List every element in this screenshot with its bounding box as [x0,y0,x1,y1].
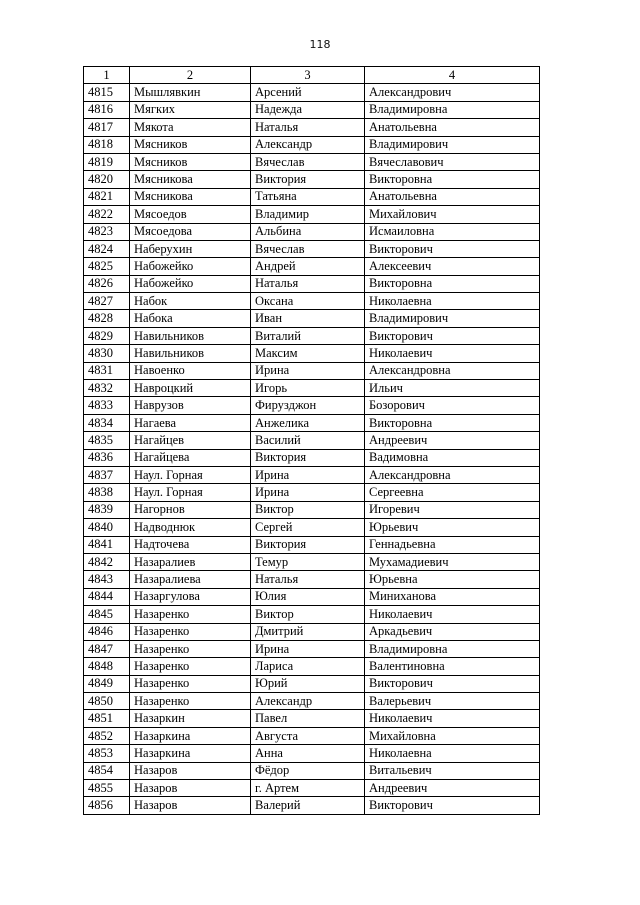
surname-cell: Наберухин [130,240,251,257]
table-row [84,171,540,188]
patronymic-cell: Вячеславович [365,153,540,170]
row-number-cell: 4846 [84,623,130,640]
column-header-3: 3 [251,67,365,84]
first-name-cell: Виктор [251,501,365,518]
surname-cell: Назаренко [130,675,251,692]
table-row [84,223,540,240]
first-name-cell: Валерий [251,797,365,814]
surname-cell: Мясникова [130,171,251,188]
surname-cell: Назаров [130,797,251,814]
first-name-cell: Виктория [251,171,365,188]
first-name-cell: Фёдор [251,762,365,779]
patronymic-cell: Владимировна [365,640,540,657]
row-number-cell: 4838 [84,484,130,501]
table-row [84,275,540,292]
table-row [84,536,540,553]
row-number-cell: 4850 [84,693,130,710]
first-name-cell: Ирина [251,484,365,501]
surname-cell: Надводнюк [130,519,251,536]
surname-cell: Нагаева [130,414,251,431]
patronymic-cell: Николаевич [365,606,540,623]
surname-cell: Мышлявкин [130,84,251,101]
patronymic-cell: Анатольевна [365,188,540,205]
table-row [84,188,540,205]
patronymic-cell: Викторович [365,675,540,692]
surname-cell: Назаров [130,780,251,797]
patronymic-cell: Андреевич [365,432,540,449]
table-row [84,797,540,814]
row-number-cell: 4815 [84,84,130,101]
page-number: 118 [309,38,331,51]
table-row [84,432,540,449]
table-row [84,153,540,170]
patronymic-cell: Николаевич [365,345,540,362]
first-name-cell: Фирузджон [251,397,365,414]
patronymic-cell: Викторовна [365,275,540,292]
surname-cell: Наул. Горная [130,466,251,483]
surname-cell: Навроцкий [130,380,251,397]
row-number-cell: 4832 [84,380,130,397]
table-row [84,136,540,153]
patronymic-cell: Сергеевна [365,484,540,501]
row-number-cell: 4845 [84,606,130,623]
table-row [84,745,540,762]
row-number-cell: 4840 [84,519,130,536]
surname-cell: Назаркин [130,710,251,727]
row-number-cell: 4855 [84,780,130,797]
patronymic-cell: Николаевна [365,745,540,762]
first-name-cell: Виталий [251,327,365,344]
table-row [84,240,540,257]
row-number-cell: 4819 [84,153,130,170]
first-name-cell: Ирина [251,362,365,379]
name-registry-table [83,66,540,815]
row-number-cell: 4854 [84,762,130,779]
patronymic-cell: Мухамадиевич [365,553,540,570]
first-name-cell: Анна [251,745,365,762]
table-header-row [84,67,540,84]
table-row [84,553,540,570]
first-name-cell: Юлия [251,588,365,605]
first-name-cell: Арсений [251,84,365,101]
patronymic-cell: Юрьевич [365,519,540,536]
first-name-cell: Оксана [251,293,365,310]
patronymic-cell: Валентиновна [365,658,540,675]
first-name-cell: Сергей [251,519,365,536]
first-name-cell: Павел [251,710,365,727]
patronymic-cell: Владимировна [365,101,540,118]
table-row [84,449,540,466]
surname-cell: Навоенко [130,362,251,379]
column-header-2: 2 [130,67,251,84]
table-row [84,362,540,379]
row-number-cell: 4816 [84,101,130,118]
patronymic-cell: Викторович [365,327,540,344]
first-name-cell: Альбина [251,223,365,240]
row-number-cell: 4831 [84,362,130,379]
first-name-cell: Наталья [251,571,365,588]
table-row [84,658,540,675]
table-row [84,310,540,327]
column-header-4: 4 [365,67,540,84]
first-name-cell: Лариса [251,658,365,675]
first-name-cell: г. Артем [251,780,365,797]
table-row [84,380,540,397]
first-name-cell: Игорь [251,380,365,397]
surname-cell: Мякота [130,119,251,136]
table-row [84,206,540,223]
row-number-cell: 4820 [84,171,130,188]
surname-cell: Мясоедова [130,223,251,240]
patronymic-cell: Николаевич [365,710,540,727]
column-header-1: 1 [84,67,130,84]
first-name-cell: Виктория [251,536,365,553]
patronymic-cell: Викторовна [365,414,540,431]
first-name-cell: Вячеслав [251,240,365,257]
table-row [84,640,540,657]
surname-cell: Набока [130,310,251,327]
table-row [84,258,540,275]
patronymic-cell: Владимирович [365,136,540,153]
row-number-cell: 4843 [84,571,130,588]
patronymic-cell: Аркадьевич [365,623,540,640]
row-number-cell: 4848 [84,658,130,675]
row-number-cell: 4822 [84,206,130,223]
first-name-cell: Дмитрий [251,623,365,640]
row-number-cell: 4844 [84,588,130,605]
surname-cell: Нагайцева [130,449,251,466]
patronymic-cell: Владимирович [365,310,540,327]
first-name-cell: Наталья [251,275,365,292]
row-number-cell: 4817 [84,119,130,136]
patronymic-cell: Валерьевич [365,693,540,710]
surname-cell: Назаралиев [130,553,251,570]
row-number-cell: 4847 [84,640,130,657]
first-name-cell: Александр [251,136,365,153]
patronymic-cell: Александровна [365,362,540,379]
table-row [84,571,540,588]
first-name-cell: Вячеслав [251,153,365,170]
surname-cell: Навильников [130,345,251,362]
patronymic-cell: Викторовна [365,171,540,188]
surname-cell: Мягких [130,101,251,118]
surname-cell: Набожейко [130,258,251,275]
row-number-cell: 4851 [84,710,130,727]
table-row [84,293,540,310]
row-number-cell: 4841 [84,536,130,553]
row-number-cell: 4823 [84,223,130,240]
table-row [84,710,540,727]
first-name-cell: Виктория [251,449,365,466]
row-number-cell: 4829 [84,327,130,344]
first-name-cell: Надежда [251,101,365,118]
patronymic-cell: Исмаиловна [365,223,540,240]
first-name-cell: Максим [251,345,365,362]
row-number-cell: 4836 [84,449,130,466]
first-name-cell: Иван [251,310,365,327]
surname-cell: Назаралиева [130,571,251,588]
patronymic-cell: Игоревич [365,501,540,518]
table-row [84,588,540,605]
row-number-cell: 4833 [84,397,130,414]
patronymic-cell: Ильич [365,380,540,397]
patronymic-cell: Николаевна [365,293,540,310]
patronymic-cell: Анатольевна [365,119,540,136]
first-name-cell: Юрий [251,675,365,692]
surname-cell: Мясников [130,153,251,170]
patronymic-cell: Викторович [365,240,540,257]
table-row [84,727,540,744]
first-name-cell: Андрей [251,258,365,275]
row-number-cell: 4826 [84,275,130,292]
row-number-cell: 4835 [84,432,130,449]
surname-cell: Мясникова [130,188,251,205]
surname-cell: Наврузов [130,397,251,414]
row-number-cell: 4849 [84,675,130,692]
table-row [84,519,540,536]
row-number-cell: 4842 [84,553,130,570]
patronymic-cell: Александровна [365,466,540,483]
table-row [84,606,540,623]
table-row [84,623,540,640]
table-row [84,414,540,431]
surname-cell: Назаренко [130,640,251,657]
first-name-cell: Ирина [251,466,365,483]
patronymic-cell: Александрович [365,84,540,101]
row-number-cell: 4856 [84,797,130,814]
row-number-cell: 4821 [84,188,130,205]
row-number-cell: 4837 [84,466,130,483]
patronymic-cell: Михайловна [365,727,540,744]
table-row [84,762,540,779]
patronymic-cell: Юрьевна [365,571,540,588]
first-name-cell: Августа [251,727,365,744]
surname-cell: Набожейко [130,275,251,292]
first-name-cell: Александр [251,693,365,710]
patronymic-cell: Геннадьевна [365,536,540,553]
table-row [84,466,540,483]
patronymic-cell: Алексеевич [365,258,540,275]
surname-cell: Надточева [130,536,251,553]
patronymic-cell: Бозорович [365,397,540,414]
surname-cell: Навильников [130,327,251,344]
surname-cell: Назаренко [130,623,251,640]
table-row [84,327,540,344]
table-row [84,780,540,797]
table-row [84,675,540,692]
row-number-cell: 4852 [84,727,130,744]
patronymic-cell: Витальевич [365,762,540,779]
first-name-cell: Темур [251,553,365,570]
surname-cell: Назаркина [130,745,251,762]
row-number-cell: 4839 [84,501,130,518]
patronymic-cell: Миниханова [365,588,540,605]
table-row [84,484,540,501]
surname-cell: Набок [130,293,251,310]
row-number-cell: 4834 [84,414,130,431]
surname-cell: Наул. Горная [130,484,251,501]
row-number-cell: 4825 [84,258,130,275]
table-row [84,501,540,518]
first-name-cell: Василий [251,432,365,449]
surname-cell: Назаркина [130,727,251,744]
first-name-cell: Татьяна [251,188,365,205]
surname-cell: Нагорнов [130,501,251,518]
patronymic-cell: Андреевич [365,780,540,797]
first-name-cell: Анжелика [251,414,365,431]
surname-cell: Назаргулова [130,588,251,605]
surname-cell: Нагайцев [130,432,251,449]
first-name-cell: Владимир [251,206,365,223]
row-number-cell: 4818 [84,136,130,153]
surname-cell: Назаров [130,762,251,779]
row-number-cell: 4830 [84,345,130,362]
first-name-cell: Виктор [251,606,365,623]
row-number-cell: 4853 [84,745,130,762]
table-body [84,84,540,814]
patronymic-cell: Вадимовна [365,449,540,466]
table-row [84,84,540,101]
first-name-cell: Наталья [251,119,365,136]
row-number-cell: 4824 [84,240,130,257]
table-row [84,101,540,118]
table-row [84,119,540,136]
surname-cell: Мясников [130,136,251,153]
surname-cell: Назаренко [130,693,251,710]
table-row [84,397,540,414]
first-name-cell: Ирина [251,640,365,657]
patronymic-cell: Михайлович [365,206,540,223]
row-number-cell: 4828 [84,310,130,327]
surname-cell: Мясоедов [130,206,251,223]
table-row [84,693,540,710]
table-row [84,345,540,362]
surname-cell: Назаренко [130,658,251,675]
surname-cell: Назаренко [130,606,251,623]
row-number-cell: 4827 [84,293,130,310]
patronymic-cell: Викторович [365,797,540,814]
